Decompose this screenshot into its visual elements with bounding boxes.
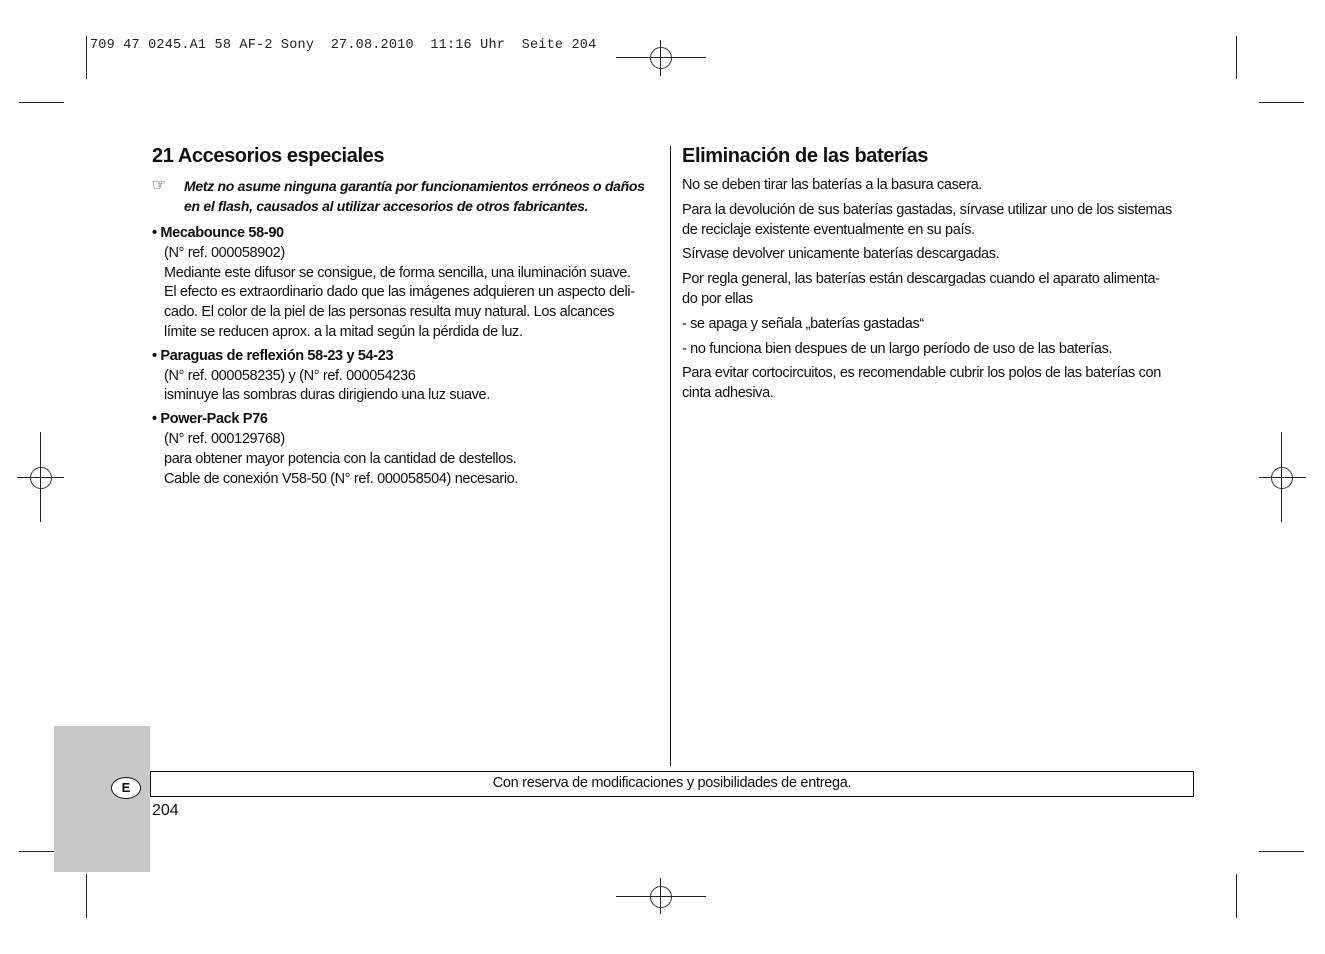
crop-mark [86, 36, 87, 79]
paragraph-line: No se deben tirar las baterías a la basura casera. [682, 177, 983, 193]
crop-mark [19, 102, 64, 103]
accessory-item-umbrella [152, 347, 660, 406]
accessory-line: para obtener mayor potencia con la cantidad de destellos. [164, 450, 517, 467]
accessory-line: isminuye las sombras duras dirigiendo una luz suave. [164, 387, 490, 404]
crop-mark [1259, 851, 1304, 852]
accessory-title: • Paraguas de reflexión 58-23 y 54-23 [152, 347, 394, 364]
accessory-line: límite se reducen aprox. a la mitad según la pérdida de luz. [164, 323, 523, 340]
section-heading-battery-disposal: Eliminación de las baterías [682, 145, 928, 167]
crop-mark [1236, 874, 1237, 918]
column-divider [670, 146, 671, 766]
paragraph-line: Para la devolución de sus baterías gastadas, sírvase utilizar uno de los sistemas [682, 201, 1172, 218]
accessory-title: • Power-Pack P76 [152, 411, 268, 428]
paragraph-line: cinta adhesiva. [682, 385, 774, 402]
paragraph-line: de reciclaje existente eventualmente en su país. [682, 221, 975, 238]
crop-mark [1259, 102, 1304, 103]
registration-mark-icon [30, 467, 52, 489]
accessory-line: Cable de conexión V58-50 (N° ref. 000058504) necesario. [164, 470, 519, 487]
paragraph-line: Por regla general, las baterías están descargadas cuando el aparato alimenta- [682, 271, 1160, 288]
accessory-line: Mediante este difusor se consigue, de forma sencilla, una iluminación suave. [164, 264, 631, 281]
note-line: Metz no asume ninguna garantía por funcionamientos erróneos o daños [184, 178, 645, 194]
accessory-title: • Mecabounce 58-90 [152, 225, 284, 241]
accessory-item-mecabounce [152, 224, 660, 343]
paragraph [682, 176, 1197, 196]
right-column [682, 145, 1197, 409]
registration-mark-icon [1271, 467, 1293, 489]
accessory-line: (N° ref. 000058235) y (N° ref. 000054236 [164, 367, 416, 384]
accessory-line: cado. El color de la piel de las personas resulta muy natural. Los alcances [164, 304, 615, 321]
paragraph [682, 364, 1197, 404]
paragraph [682, 315, 1197, 335]
left-column [152, 145, 660, 493]
accessory-line: El efecto es extraordinario dado que las imágenes adquieren un aspecto deli- [164, 284, 635, 301]
registration-mark-icon [650, 886, 672, 908]
paragraph-line: - se apaga y señala „baterías gastadas“ [682, 315, 924, 332]
note-line: en el flash, causados al utilizar accesorios de otros fabricantes. [184, 198, 589, 214]
warranty-note [152, 176, 660, 216]
accessory-item-power-pack [152, 410, 660, 489]
paragraph-line: do por ellas [682, 290, 753, 307]
paragraph [682, 201, 1197, 241]
paragraph-line: Sírvase devolver unicamente baterías descargadas. [682, 246, 1000, 263]
page-number: 204 [152, 802, 179, 819]
crop-mark [86, 874, 87, 918]
language-badge: E [111, 777, 141, 799]
paragraph [682, 340, 1197, 360]
paragraph-line: - no funciona bien despues de un largo período de uso de las baterías. [682, 340, 1113, 357]
paragraph [682, 270, 1197, 310]
registration-mark-icon [650, 47, 672, 69]
pointing-hand-icon: ☞ [152, 177, 167, 194]
accessory-line: (N° ref. 000129768) [164, 430, 285, 447]
paragraph [682, 245, 1197, 265]
language-tab [54, 726, 150, 872]
section-heading-accessories: 21 Accesorios especiales [152, 145, 385, 167]
paragraph-line: Para evitar cortocircuitos, es recomendable cubrir los polos de las baterías con [682, 365, 1161, 382]
print-header: 709 47 0245.A1 58 AF-2 Sony 27.08.2010 11:16 Uhr Seite 204 [90, 38, 597, 53]
crop-mark [1236, 36, 1237, 79]
accessory-line: (N° ref. 000058902) [164, 244, 285, 261]
footer-notice: Con reserva de modificaciones y posibilidades de entrega. [150, 771, 1194, 797]
